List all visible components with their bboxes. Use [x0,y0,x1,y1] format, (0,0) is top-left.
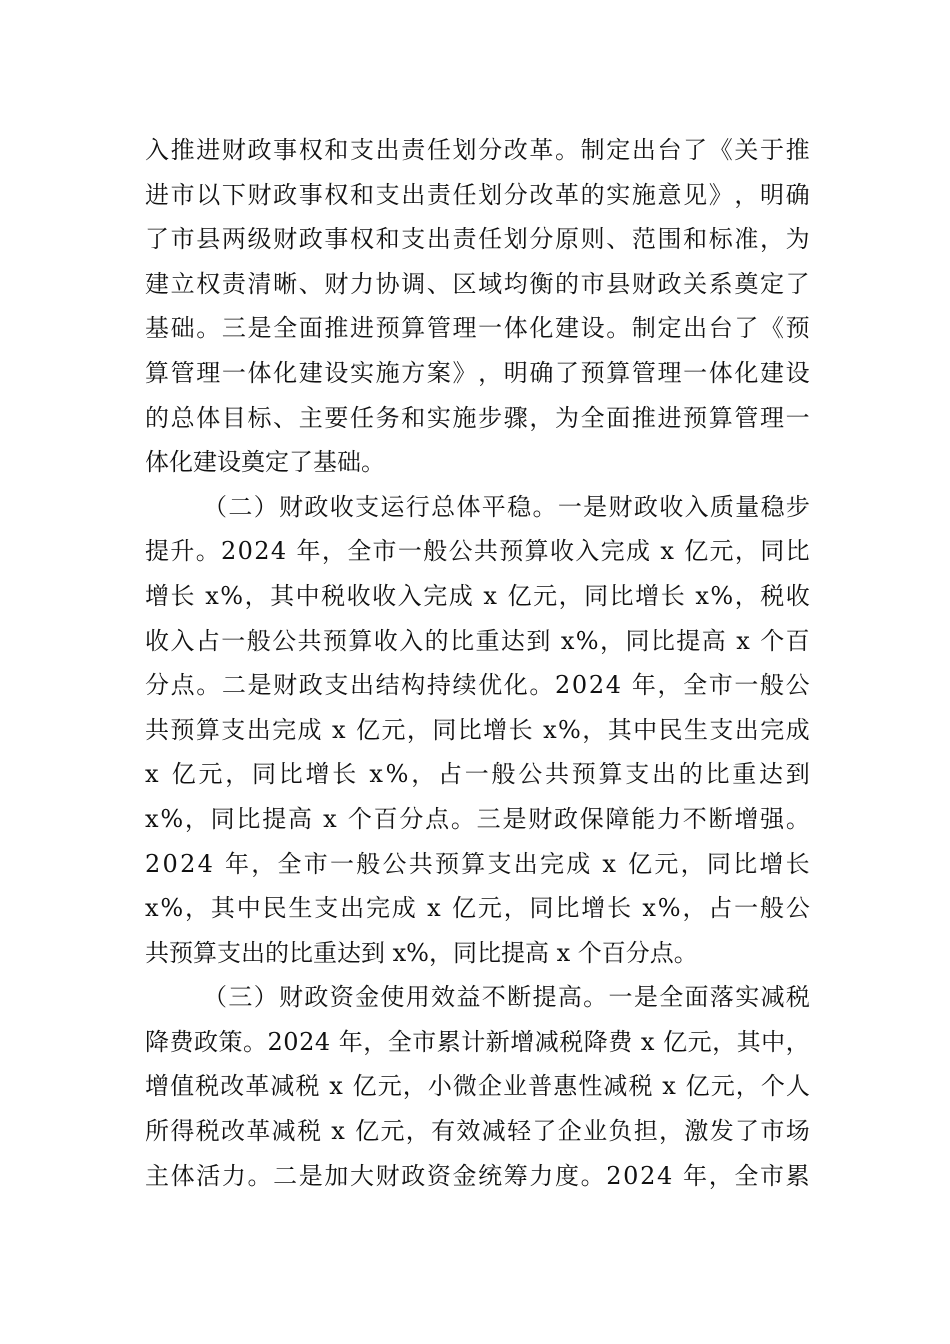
text-line: 所 得 税 改 革 减 税 x 亿 元 ， 有 效 减 轻 了 企 业 负 担 ， 激 发 了 市 场 [145,1117,810,1146]
text-line: 共预算支出的比重达到 x%，同比提高 x 个百分点。 [145,938,698,967]
section-heading-line: （ 二 ） 财 政 收 支 运 行 总 体 平 稳 。 一 是 财 政 收 入 质 量 稳 步 [203,492,810,521]
text-line: 提 升 。 2 0 2 4 年 ， 全 市 一 般 公 共 预 算 收 入 完 成 x 亿 元 ， 同 比 [145,537,810,566]
text-line: 收 入 占 一 般 公 共 预 算 收 入 的 比 重 达 到 x % ， 同 比 提 高 x 个 百 [145,626,810,655]
text-line: 入 推 进 财 政 事 权 和 支 出 责 任 划 分 改 革 。 制 定 出 台 了 《 关 于 推 [145,136,810,164]
text-line: 建 立 权 责 清 晰 、 财 力 协 调 、 区 域 均 衡 的 市 县 财 政 关 系 奠 定 了 [145,269,810,298]
text-line: 体化建设奠定了基础。 [145,448,385,477]
text-line: 降 费 政 策 。 2 0 2 4 年 ， 全 市 累 计 新 增 减 税 降 费 x 亿 元 ， 其 中 ， [145,1027,810,1056]
text-line: x % ， 同 比 提 高 x 个 百 分 点 。 三 是 财 政 保 障 能 力 不 断 增 强 。 [145,804,810,833]
text-line: 进 市 以 下 财 政 事 权 和 支 出 责 任 划 分 改 革 的 实 施 意 见 》 ， 明 确 [145,180,810,209]
text-line: 2 0 2 4 年 ， 全 市 一 般 公 共 预 算 支 出 完 成 x 亿 元 ， 同 比 增 长 [145,849,810,878]
section-heading-line: （ 三 ） 财 政 资 金 使 用 效 益 不 断 提 高 。 一 是 全 面 落 实 减 税 [203,983,810,1012]
text-line: x % ， 其 中 民 生 支 出 完 成 x 亿 元 ， 同 比 增 长 x % ， 占 一 般 公 [145,894,810,923]
text-line: 算 管 理 一 体 化 建 设 实 施 方 案 》 ， 明 确 了 预 算 管 理 一 体 化 建 设 [145,358,810,387]
text-line: 增 长 x % ， 其 中 税 收 收 入 完 成 x 亿 元 ， 同 比 增 长 x % ， 税 收 [145,581,810,610]
text-line: 共 预 算 支 出 完 成 x 亿 元 ， 同 比 增 长 x % ， 其 中 民 生 支 出 完 成 [145,715,810,744]
text-line: 的 总 体 目 标 、 主 要 任 务 和 实 施 步 骤 ， 为 全 面 推 进 预 算 管 理 一 [145,403,810,432]
text-line: 主 体 活 力 。 二 是 加 大 财 政 资 金 统 筹 力 度 。 2 0 2 4 年 ， 全 市 累 [145,1161,810,1190]
text-line: 基 础 。 三 是 全 面 推 进 预 算 管 理 一 体 化 建 设 。 制 定 出 台 了 《 预 [145,314,810,343]
document-body [145,128,810,1198]
text-line: 了 市 县 两 级 财 政 事 权 和 支 出 责 任 划 分 原 则 、 范 围 和 标 准 ， 为 [145,225,810,254]
text-line: 分 点 。 二 是 财 政 支 出 结 构 持 续 优 化 。 2 0 2 4 年 ， 全 市 一 般 公 [145,671,810,700]
text-line: x 亿 元 ， 同 比 增 长 x % ， 占 一 般 公 共 预 算 支 出 的 比 重 达 到 [145,760,810,789]
text-line: 增 值 税 改 革 减 税 x 亿 元 ， 小 微 企 业 普 惠 性 减 税 x 亿 元 ， 个 人 [145,1072,810,1101]
